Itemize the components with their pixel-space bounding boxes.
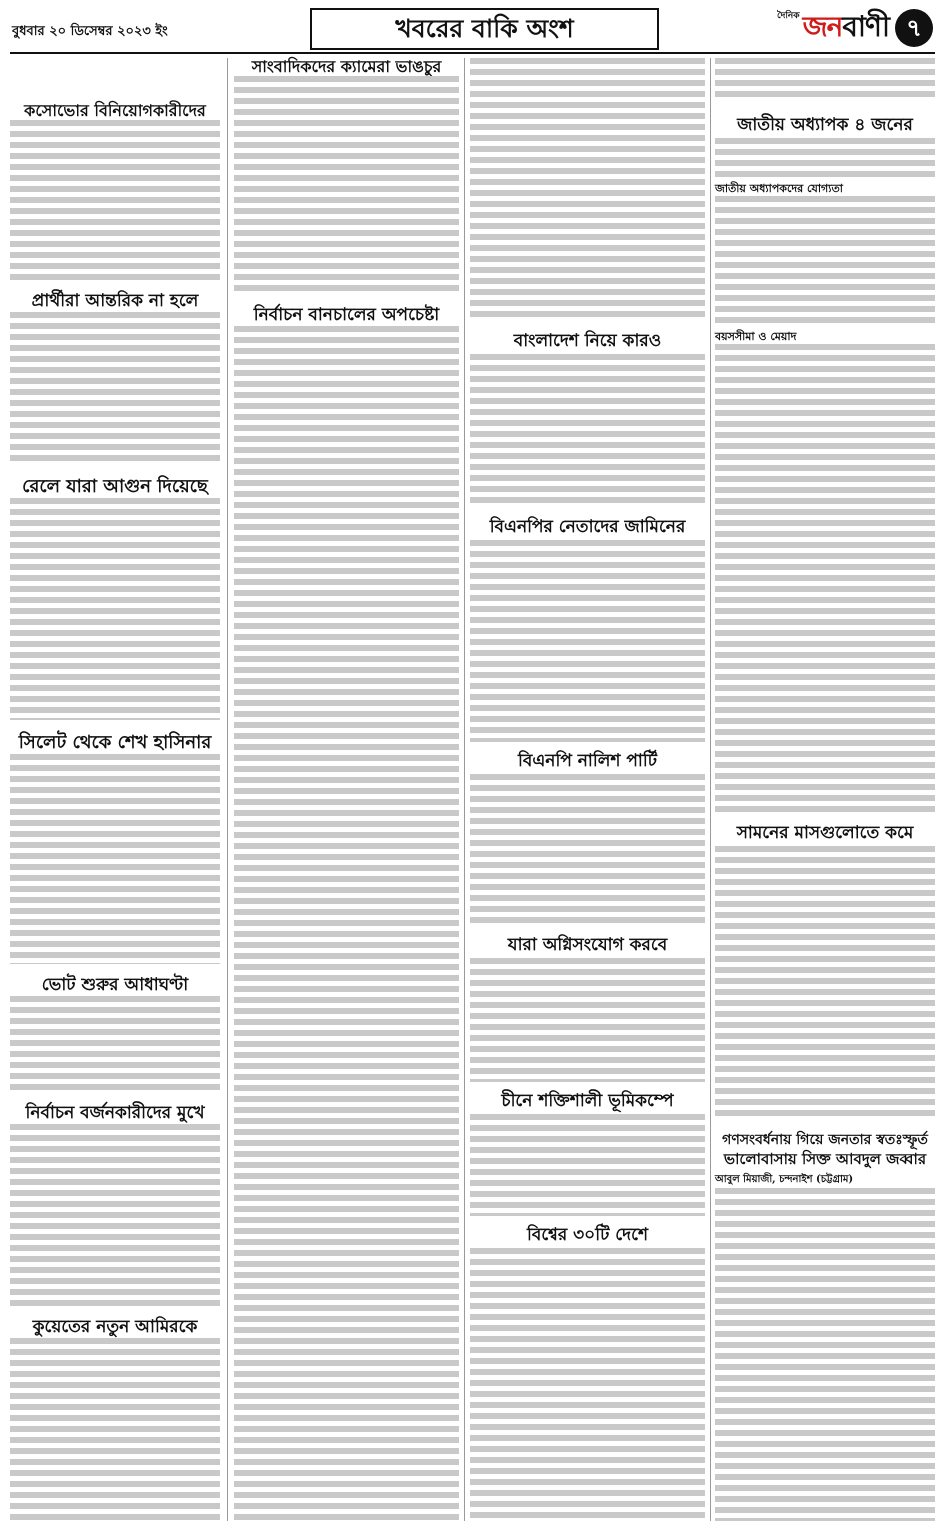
headline: জাতীয় অধ্যাপক ৪ জনের [737,115,913,135]
headline: নির্বাচন বানচালের অপচেষ্টা [253,305,440,325]
headline: ভোট শুরুর আধাঘণ্টা [41,975,189,995]
byline: আবুল মিয়াজী, চন্দনাইশ (চট্টগ্রাম) [715,1174,854,1185]
headline: সাংবাদিকদের ক্যামেরা ভাঙচুর [251,57,442,76]
headline: গণসংবর্ধনায় গিয়ে জনতার স্বতঃস্ফূর্ত [722,1132,928,1148]
headline: বিশ্বের ৩০টি দেশে [527,1225,648,1245]
logo-daily-label: দৈনিক [776,11,800,21]
article-body [10,1124,220,1306]
masthead [10,6,935,54]
headline: বিএনপির নেতাদের জামিনের [489,517,686,537]
column-1 [10,58,220,1521]
article-body [715,846,935,1120]
article-body [470,774,705,924]
headline: যারা অগ্নিসংযোগ করবে [507,935,668,955]
headline: বিএনপি নালিশ পার্টি [518,751,657,771]
section-title: খবরের বাকি অংশ [310,8,659,50]
article-body [470,958,705,1082]
article-body [10,120,220,282]
article-body [10,498,220,720]
column-divider [464,58,465,1521]
article-body [234,76,459,294]
subhead: বয়সসীমা ও মেয়াদ [715,330,797,343]
article-body [470,354,705,506]
headline: কুয়েতের নতুন আমিরকে [32,1317,198,1337]
article-body [470,540,705,742]
article-body-list [470,58,705,318]
column-2 [234,58,459,1521]
logo-wordmark [803,5,889,52]
column-3 [470,58,705,1521]
logo-red-part: জন [802,9,843,43]
article-body [470,1114,705,1216]
headline: বাংলাদেশ নিয়ে কারও [513,331,662,351]
headline: ভালোবাসায় সিক্ত আবদুল জব্বার [723,1150,927,1168]
article-body-list [234,326,459,1521]
page-number-badge: ৭ [895,9,933,47]
headline: সামনের মাসগুলোতে কমে [736,823,914,843]
article-body [10,1338,220,1521]
article-body [715,196,935,326]
headline: চীনে শক্তিশালী ভূমিকম্পে [501,1091,674,1111]
article-body [470,1248,705,1521]
logo-black-part: বাণী [842,9,889,43]
headline: কসোভোর বিনিয়োগকারীদের [24,101,206,120]
headline: রেলে যারা আগুন দিয়েছে [22,476,208,497]
newspaper-logo [777,8,933,48]
column-divider [710,58,711,1521]
subhead: জাতীয় অধ্যাপকদের যোগ্যতা [715,182,843,195]
issue-date: বুধবার ২০ ডিসেম্বর ২০২৩ ইং [12,24,168,39]
article-body [715,344,935,812]
article-body [715,1188,935,1521]
headline: প্রার্থীরা আন্তরিক না হলে [31,291,199,311]
article-body [10,996,220,1092]
headline: সিলেট থেকে শেখ হাসিনার [18,732,212,753]
article-body [10,312,220,464]
article-body [715,138,935,178]
column-4 [715,58,935,1521]
headline: নির্বাচন বর্জনকারীদের মুখে [25,1103,205,1123]
article-body [715,58,935,102]
article-body [10,754,220,964]
column-divider [227,58,228,1521]
